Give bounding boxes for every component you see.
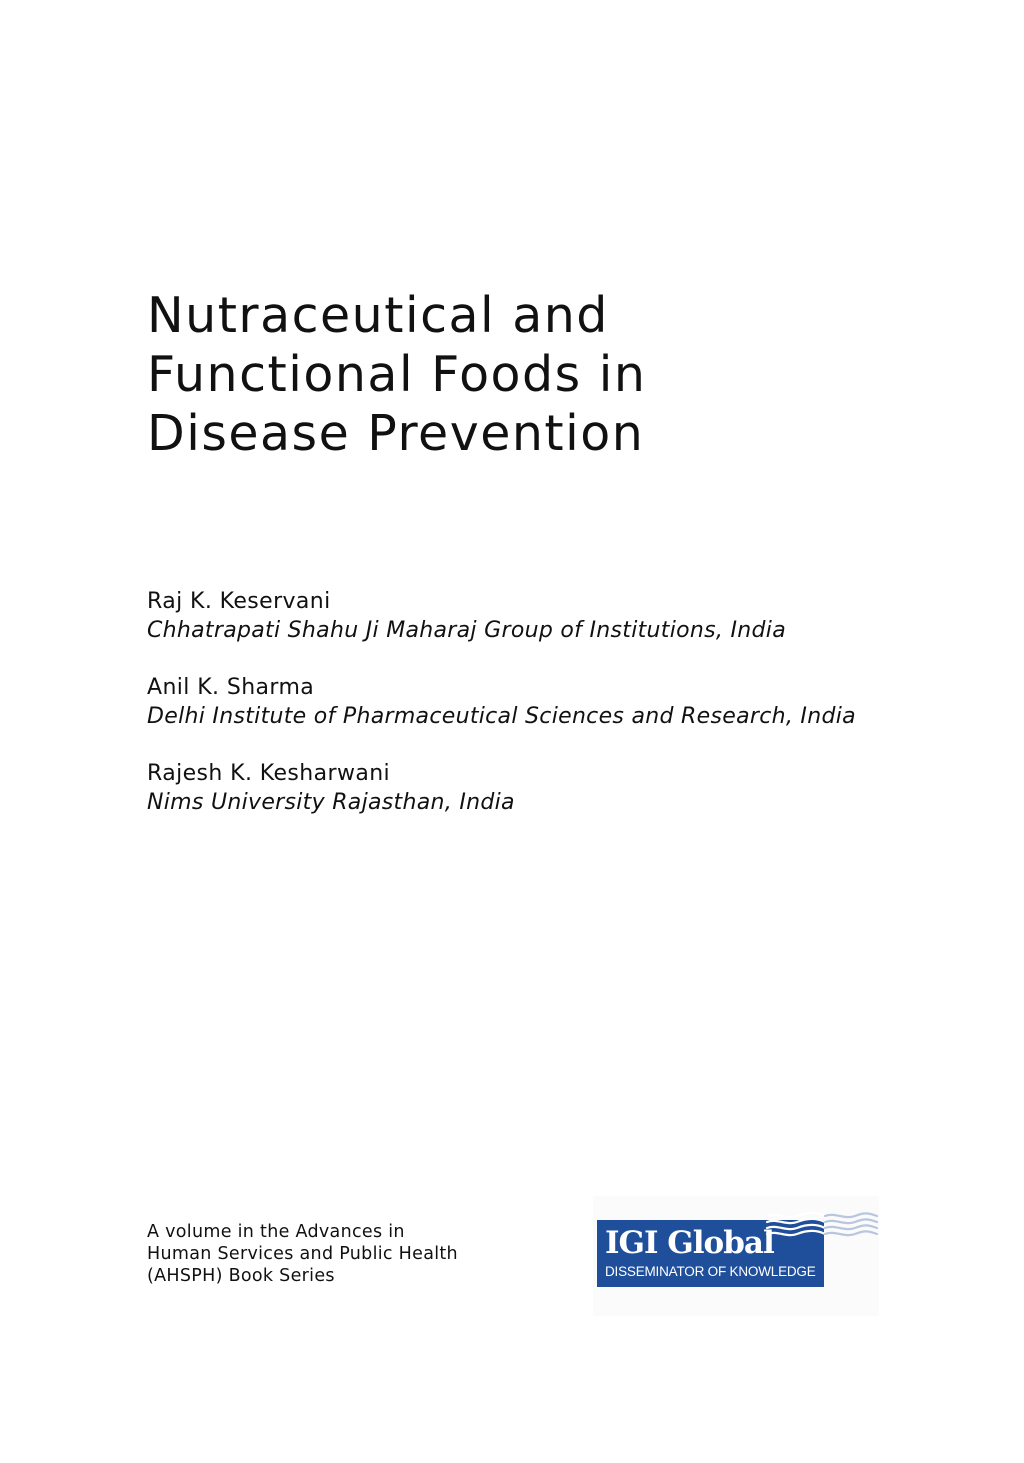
author-name: Anil K. Sharma <box>147 675 315 700</box>
author-affiliation: Chhatrapati Shahu Ji Maharaj Group of Institutions, India <box>147 618 786 643</box>
series-line-2: Human Services and Public Health <box>147 1244 458 1264</box>
author-name: Raj K. Keservani <box>147 589 331 614</box>
author-affiliation: Delhi Institute of Pharmaceutical Sciences and Research, India <box>147 704 856 729</box>
publisher-logo-area <box>593 1196 879 1316</box>
book-series-note <box>147 1221 507 1287</box>
author-entry <box>147 759 967 817</box>
series-line-3: (AHSPH) Book Series <box>147 1266 335 1286</box>
author-list <box>147 587 967 845</box>
book-title-line-3: Disease Prevention <box>147 405 645 462</box>
author-entry <box>147 673 967 731</box>
author-name: Rajesh K. Kesharwani <box>147 761 391 786</box>
wave-lines-icon <box>765 1208 879 1248</box>
book-title-line-2: Functional Foods in <box>147 346 647 403</box>
book-title-line-1: Nutraceutical and <box>147 287 609 344</box>
author-entry <box>147 587 967 645</box>
publisher-logo-name: IGI Global <box>605 1225 774 1261</box>
publisher-logo-tagline: DISSEMINATOR OF KNOWLEDGE <box>605 1264 816 1279</box>
series-line-1: A volume in the Advances in <box>147 1222 405 1242</box>
book-title <box>147 286 867 463</box>
author-affiliation: Nims University Rajasthan, India <box>147 790 515 815</box>
